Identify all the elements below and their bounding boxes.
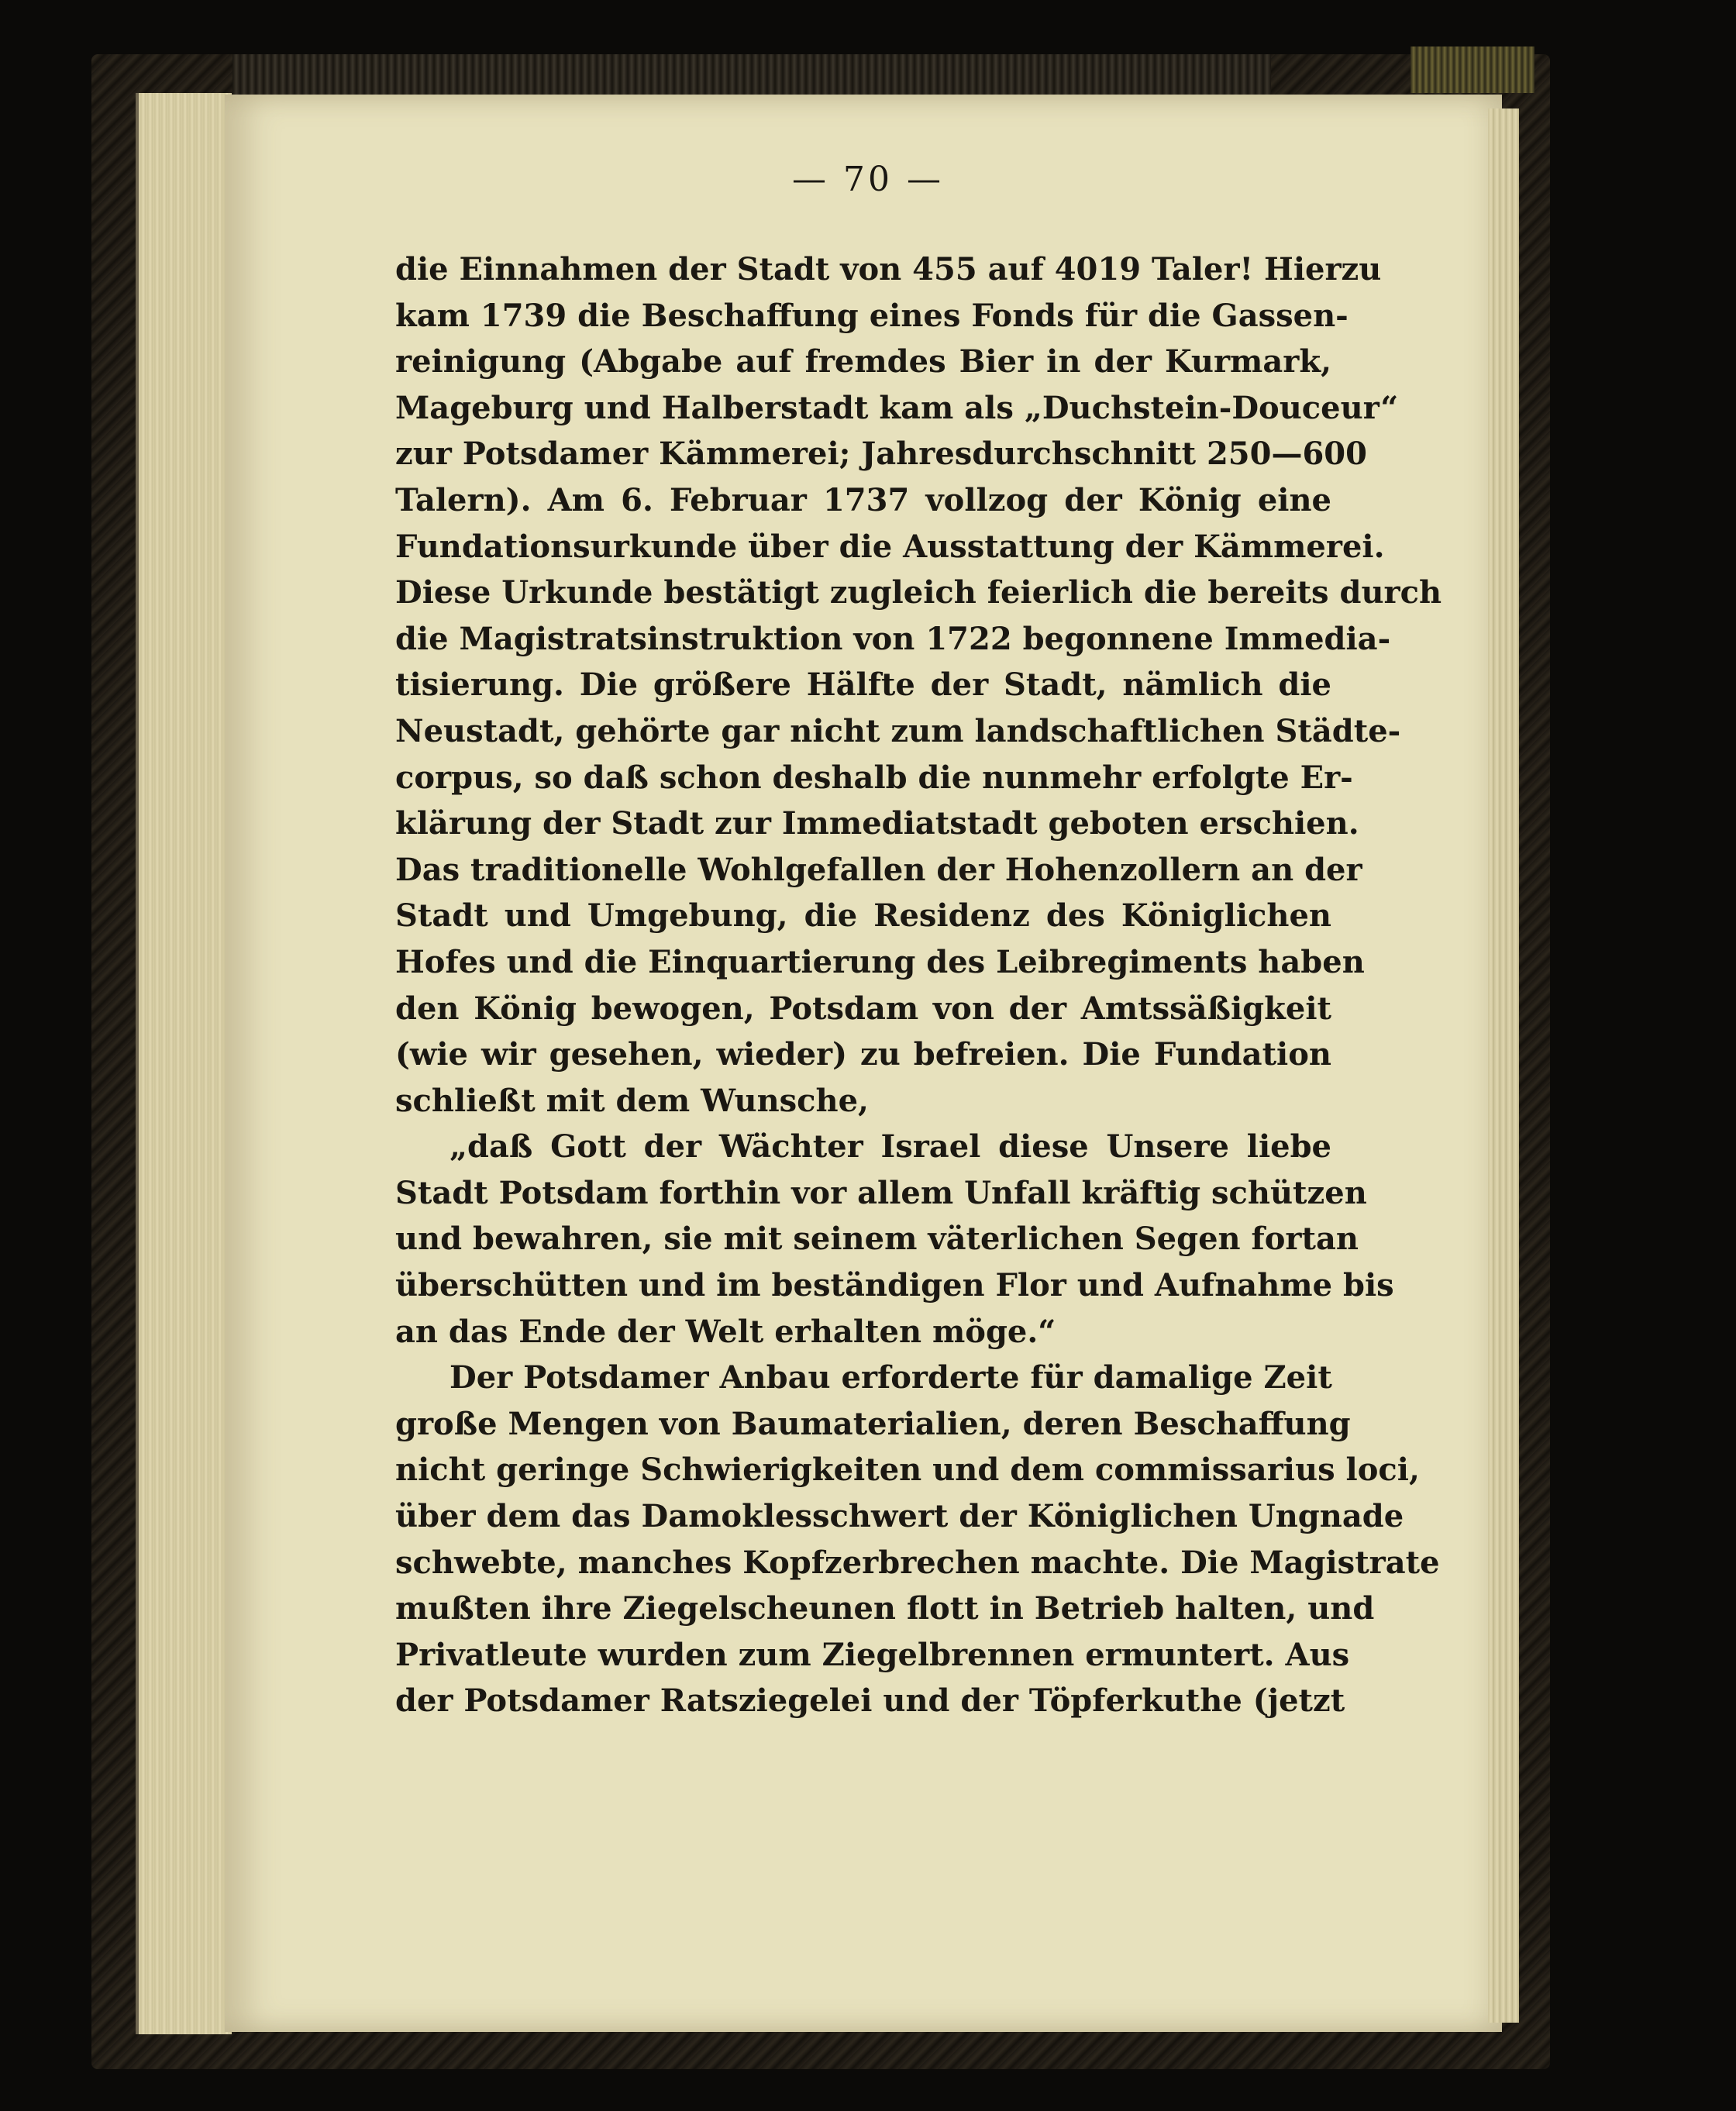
text-line: Der Potsdamer Anbau erforderte für damalige Zeit — [450, 1359, 1332, 1396]
text-line: über dem das Damoklesschwert der Königlichen Ungnade — [395, 1498, 1404, 1535]
page-stack-left — [136, 93, 232, 2034]
text-line: Mageburg und Halberstadt kam als „Duchstein-Douceur“ — [395, 389, 1399, 426]
book-spine-edge — [232, 54, 1271, 99]
text-line: (wie wir gesehen, wieder) zu befreien. Die Fundation — [395, 1036, 1331, 1073]
quote-line: „daß Gott der Wächter Israel diese Unsere liebe — [450, 1128, 1331, 1166]
text-line: corpus, so daß schon deshalb die nunmehr erfolgte Er- — [395, 759, 1353, 796]
text-line: schwebte, manches Kopfzerbrechen machte. Die Magistrate — [395, 1544, 1440, 1581]
text-line: die Einnahmen der Stadt von 455 auf 4019 Taler! Hierzu — [395, 251, 1382, 288]
text-line: nicht geringe Schwierigkeiten und dem commissarius loci, — [395, 1452, 1420, 1489]
page-text — [395, 246, 1442, 1724]
text-line: schließt mit dem Wunsche, — [395, 1082, 869, 1119]
bookmark-ribbon — [1410, 46, 1534, 93]
text-line: Stadt und Umgebung, die Residenz des Königlichen — [395, 897, 1331, 935]
page-stack-right — [1488, 108, 1519, 2023]
text-line: Neustadt, gehörte gar nicht zum landschaftlichen Städte- — [395, 712, 1401, 749]
text-line: Diese Urkunde bestätigt zugleich feierlich die bereits durch — [395, 574, 1442, 611]
text-line: reinigung (Abgabe auf fremdes Bier in der Kurmark, — [395, 343, 1331, 381]
text-line: kam 1739 die Beschaffung eines Fonds für die Gassen- — [395, 297, 1348, 334]
text-line: tisierung. Die größere Hälfte der Stadt, nämlich die — [395, 666, 1331, 704]
text-line: der Potsdamer Ratsziegelei und der Töpferkuthe (jetzt — [395, 1682, 1345, 1720]
text-line: mußten ihre Ziegelscheunen flott in Betrieb halten, und — [395, 1590, 1375, 1627]
text-line: Das traditionelle Wohlgefallen der Hohenzollern an der — [395, 851, 1362, 888]
text-line: große Mengen von Baumaterialien, deren Beschaffung — [395, 1405, 1351, 1442]
text-line: Fundationsurkunde über die Ausstattung der Kämmerei. — [395, 528, 1385, 565]
quote-line: überschütten und im beständigen Flor und Aufnahme bis — [395, 1267, 1394, 1304]
quote-line: an das Ende der Welt erhalten möge.“ — [395, 1313, 1056, 1350]
quote-line: Stadt Potsdam forthin vor allem Unfall kräftig schützen — [395, 1174, 1367, 1211]
text-line: klärung der Stadt zur Immediatstadt geboten erschien. — [395, 805, 1359, 842]
quote-line: und bewahren, sie mit seinem väterlichen Segen fortan — [395, 1221, 1359, 1258]
text-line: zur Potsdamer Kämmerei; Jahresdurchschnitt 250—600 — [395, 436, 1367, 473]
text-line: Talern). Am 6. Februar 1737 vollzog der König eine — [395, 481, 1331, 518]
text-line: Hofes und die Einquartierung des Leibregiments haben — [395, 943, 1365, 980]
text-line: Privatleute wurden zum Ziegelbrennen ermuntert. Aus — [395, 1636, 1350, 1673]
page-number: — 70 — — [792, 160, 944, 199]
text-line: die Magistratsinstruktion von 1722 begonnene Immedia- — [395, 620, 1391, 657]
text-line: den König bewogen, Potsdam von der Amtssäßigkeit — [395, 990, 1331, 1027]
